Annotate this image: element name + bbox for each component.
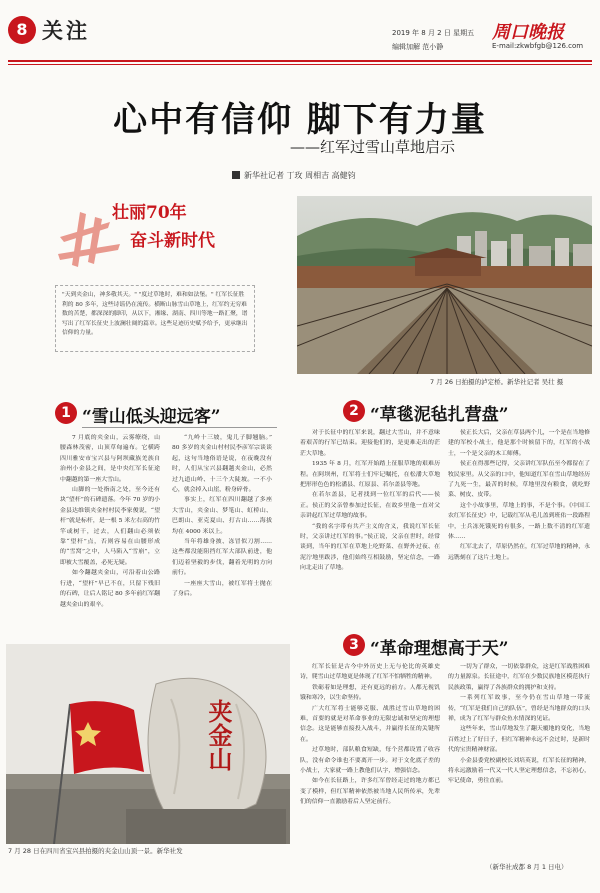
paragraph: 红军长征是古今中外历史上无与伦比的英雄史诗，爬雪山过草地更是体现了红军不怕牺牲的精神。 [300, 664, 440, 681]
paragraph: 1935 年 8 月，红军开始踏上征服草地的艰难历程。在阿坝州，红军将士们牢记嘱托，在松潘大草地把形形色色的松潘县、红原县、若尔盖县等地。 [300, 461, 440, 489]
paragraph: 对于长征中的红军来说，翻过大雪山，并不意味着艰苦的行军已结束。迎接他们的，是更难走出的茫茫大草地。 [300, 430, 440, 457]
stone-inscription: 夹金山 [204, 699, 233, 771]
section1-rule [82, 427, 277, 428]
section3-heading: “革命理想高于天” [370, 639, 509, 659]
luding-bridge-photo [297, 196, 592, 374]
section2-heading: “草毯泥毡扎营盘” [370, 405, 509, 425]
page-number-badge: 8 [8, 16, 36, 44]
section2-number: 2 [343, 400, 365, 422]
section3-number: 3 [343, 634, 365, 656]
paragraph: 当年将雄身披、冻冒似刀割……这些都没能阻挡红军大部队前进，他们迈着坚毅的步伐，翻着光明的方向前行。 [172, 539, 272, 577]
paragraph: 如今在长征路上，许多红军曾经走过的地方都已变了模样，但红军精神依然被当地人民所传承，先辈们的信仰一直激励着后人坚定前行。 [300, 778, 440, 806]
jiajin-mountain-photo [6, 644, 290, 844]
section1-number: 1 [55, 402, 77, 424]
photo1-caption: 7 月 26 日拍摄的泸定桥。新华社记者 吴壮 摄 [430, 378, 564, 386]
logo-line2: 奋斗新时代 [130, 231, 215, 251]
section-title: 关注 [42, 18, 90, 43]
paragraph: 这些年来，雪山草地发生了翻天覆地的变化，当地百姓过上了好日子，但红军精神永远不会过时，是新时代的宝贵精神财富。 [448, 726, 590, 754]
paragraph: 侯正在得那些记得，父亲讲红军队伍至今都留在了牧民家里。从父亲的口中，他知道红军在雪山草地经历了九死一生，最苦的时候，草地里没有粮食，就吃野菜、树皮、皮带。 [448, 461, 590, 499]
section1-column2 [172, 433, 272, 623]
email-line: E-mail:zkwbfgb@126.com [492, 42, 584, 50]
header-rule-thin [8, 64, 592, 65]
logo-line1: 壮丽70年 [112, 203, 187, 223]
section1-heading: “雪山低头迎远客” [82, 407, 221, 427]
paragraph: 过草地时，部队粮食短缺，每个营都设置了收容队，没有命令谁也不要离开一步。对于文化底子差的小战士，大家就一路上教他们认字，增强信念。 [300, 747, 440, 775]
paragraph: 铁砺着如是理想，还有更远的前方。人都无视饥饿和寒冷，以生命坚持。 [300, 684, 440, 702]
section2-column2 [448, 428, 590, 624]
byline-marker-icon [232, 171, 240, 179]
photo2-caption: 7 月 28 日在四川省宝兴县拍摄的夹金山山顶一景。新华社发 [8, 847, 183, 855]
series-logo [50, 192, 260, 272]
paragraph: 一座座大雪山，被红军将士抛在了身后。 [172, 580, 272, 598]
article-subtitle: ——红军过雪山草地启示 [290, 138, 456, 156]
article-title: 心中有信仰 脚下有力量 [113, 100, 487, 140]
paragraph: 一切为了群众，一切依靠群众，这是红军战胜困难的力量源泉。长征途中，红军在少数民族地区模范执行民族政策，赢得了各族群众的拥护和支持。 [448, 664, 590, 691]
byline: 新华社记者 丁玫 周相吉 高健钧 [244, 171, 356, 180]
paragraph: 这个小故事里，草地上的事，不是个事。《中国工农红军长征史》中，记载红军从毛儿盖到班佑一段路程中，士兵冻死饿死的有很多，一路上数不清的红军遗体…… [448, 502, 590, 541]
header-rule [8, 60, 592, 62]
section2-column1 [300, 428, 440, 624]
paragraph: 广大红军将士能够克服、战胜过雪山草地的困难，首要的就是对革命事业的无限忠诚和坚定的理想信念。这是能够直接投入战斗，并赢得长征的关键所在。 [300, 705, 440, 743]
paragraph: 山脚的一处指南之处，至今还有块“望杆”的石碑遗落。今年 70 岁的小金县达维镇夹金村村民李家俊说，“望杆”就是标杆，是一根 5 米左右高的竹竿或树干，过去，人们翻山必须依靠“望杆”点，否则容易在山腰形成的“雪窝”之中，人马陷入“雪崩”，立即被大雪覆盖，必死无疑。 [60, 487, 160, 566]
lead-quote-box: "天到夹金山，神多敬其天。" "度过草地时，难和如法堡。" 红军长征胜利的 80 多年，这些诗谣仍在流传。横断山脉雪山草地上，红军约无穷难数的苦楚，都深深的脚印，从以下，湘缘、湖南、四川等地一路汇聚，谱写出了红军长征史上波澜壮阔的篇章。这些足迹历史赋予给予，更承继出信仰的力量。 [55, 285, 255, 352]
section1-column1 [60, 433, 160, 623]
section3-column1 [300, 662, 440, 858]
paragraph: 7 月底的夹金山，云雾缭绕，山腰森林茂密，山顶草甸遍布。它横跨四川雅安市宝兴县与阿坝藏族羌族自治州小金县之间，是中央红军长征途中翻越的第一座大雪山。 [60, 435, 160, 483]
paragraph: “九岭十三坡，鬼儿子脚翘脑。” 80 多岁的夹金山村村民李彦军宗谈谈起，这句当地俗语是说，在夜晚没有时，人们从宝兴县翻越夹金山，必然过九道山岭、十三个大陡坡。一不小心，就会掉入山崖，粉身碎骨。 [172, 435, 272, 494]
editor-line: 编辑加解 范小静 [392, 43, 444, 51]
paragraph: 如今翻越夹金山，可沿着山公路行进，“望杆”早已不在，只留下残旧的石碑，让后人铭记 80 多年前红军翻越夹金山的艰辛。 [60, 570, 160, 608]
paragraph: “我的名字带有共产主义的含义，我说红军长征时，父亲讲过红军的事。”侯正说，父亲在世时，经常谈到，当年的红军在草地上吃野菜、在野外过夜、在泥泞地里跋涉，他们始终互相鼓励，坚定信念，一路向北走出了草地。 [300, 523, 440, 572]
paragraph: 事实上，红军在四川翻越了多座大雪山，夹金山、梦笔山、虹桥山、巴朗山、亚克夏山、打古山……海拔均在 4000 米以上。 [172, 497, 272, 535]
paragraph: 小金县委党校副校长刘培英说，红军长征的精神，将永远激励着一代又一代人坚定理想信念，不忘初心，牢记使命，勇往直前。 [448, 757, 590, 785]
dateline-note: （新华社成都 8 月 1 日电） [486, 863, 568, 871]
paragraph: 侯正长大后，父亲在草县两个儿，一个是在当地修建的军校小战士，他是那个时候留下的，红军的小战士，一个是父亲的木工师傅。 [448, 430, 590, 457]
paragraph: 一系列红军故事，至今仍在雪山草地一带流传，“红军是我们自己的队伍”，曾经是当地群众的口头禅，成为了红军与群众鱼水情深的见证。 [448, 695, 590, 723]
newspaper-masthead: 周口晚报 [492, 22, 564, 43]
paragraph: 在若尔盖县，记者找到一位红军的后代——侯正。侯正的父亲曾参加过长征，在故乡里他一直对父亲讲起红军过草地的故事。 [300, 492, 440, 520]
issue-date: 2019 年 8 月 2 日 星期五 [392, 29, 475, 37]
paragraph: 红军北去了，草原仍然在，红军过草地的精神，永远镌刻在了这片土地上。 [448, 544, 590, 561]
section3-column2 [448, 662, 590, 858]
